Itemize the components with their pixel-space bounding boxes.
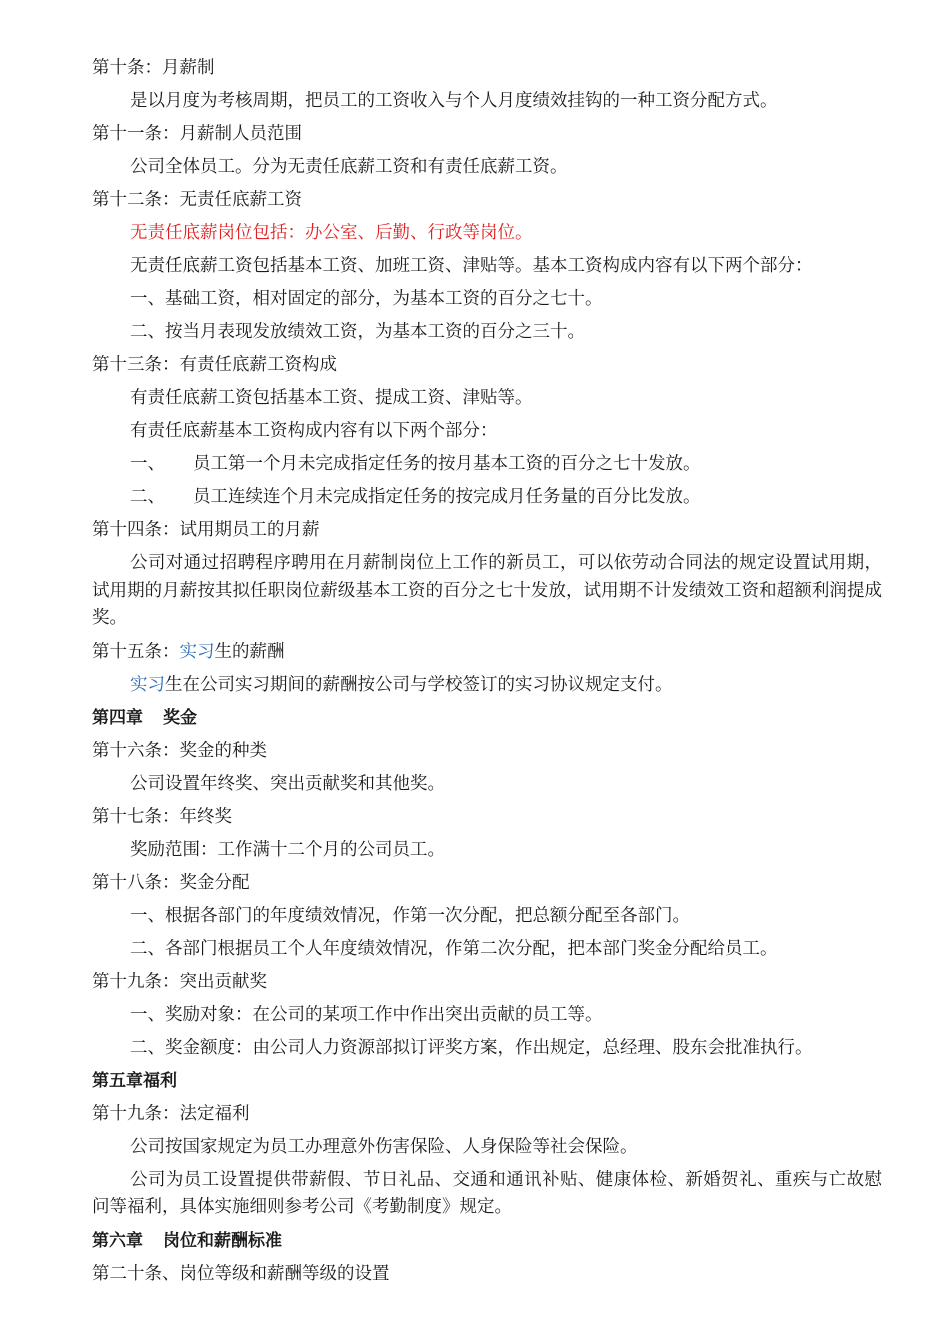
article-18-item-1: 一、根据各部门的年度绩效情况，作第一次分配，把总额分配至各部门。 bbox=[130, 905, 690, 926]
article-19-item-1: 一、奖励对象：在公司的某项工作中作出突出贡献的员工等。 bbox=[130, 1004, 603, 1025]
article-11-body: 公司全体员工。分为无责任底薪工资和有责任底薪工资。 bbox=[130, 157, 568, 177]
internship-link[interactable]: 实习 bbox=[130, 674, 165, 695]
chapter-number: 第四章 bbox=[92, 707, 143, 728]
chapter-4-heading bbox=[92, 702, 882, 735]
article-19-item-2: 二、奖金额度：由公司人力资源部拟订评奖方案，作出规定，总经理、股东会批准执行。 bbox=[130, 1037, 813, 1058]
chapter-6-heading bbox=[92, 1225, 882, 1258]
document-page bbox=[92, 52, 882, 1291]
item-number: 二、 bbox=[130, 487, 165, 507]
article-10-title: 第十条：月薪制 bbox=[92, 58, 215, 78]
article-10-body: 是以月度为考核周期，把员工的工资收入与个人月度绩效挂钩的一种工资分配方式。 bbox=[130, 91, 778, 111]
chapter-name: 岗位和薪酬标准 bbox=[163, 1230, 282, 1251]
article-15-title-suffix: 生的薪酬 bbox=[214, 641, 285, 662]
article-12-highlight: 无责任底薪岗位包括：办公室、后勤、行政等岗位。 bbox=[130, 223, 533, 243]
article-16-body: 公司设置年终奖、突出贡献奖和其他奖。 bbox=[130, 773, 445, 794]
item-text: 员工连续连个月未完成指定任务的按完成月任务量的百分比发放。 bbox=[193, 487, 701, 507]
article-19-title: 第十九条：突出贡献奖 bbox=[92, 971, 267, 992]
internship-link[interactable]: 实习 bbox=[179, 641, 215, 662]
chapter-number: 第六章 bbox=[92, 1230, 143, 1251]
article-15-title-prefix: 第十五条： bbox=[92, 641, 180, 662]
article-17-title: 第十七条：年终奖 bbox=[92, 806, 232, 827]
article-13-title: 第十三条：有责任底薪工资构成 bbox=[92, 355, 337, 375]
article-20-title: 第二十条、岗位等级和薪酬等级的设置 bbox=[92, 1263, 390, 1284]
article-18-item-2: 二、各部门根据员工个人年度绩效情况，作第二次分配，把本部门奖金分配给员工。 bbox=[130, 938, 778, 959]
article-18-title: 第十八条：奖金分配 bbox=[92, 872, 250, 893]
article-19b-body-1: 公司按国家规定为员工办理意外伤害保险、人身保险等社会保险。 bbox=[130, 1136, 638, 1157]
chapter-5-heading: 第五章福利 bbox=[92, 1070, 177, 1091]
article-13-body-1: 有责任底薪工资包括基本工资、提成工资、津贴等。 bbox=[130, 388, 533, 408]
article-12-item-1: 一、基础工资，相对固定的部分，为基本工资的百分之七十。 bbox=[130, 289, 603, 309]
article-12-title: 第十二条：无责任底薪工资 bbox=[92, 190, 302, 210]
article-12-body: 无责任底薪工资包括基本工资、加班工资、津贴等。基本工资构成内容有以下两个部分： bbox=[130, 256, 813, 276]
article-16-title: 第十六条：奖金的种类 bbox=[92, 740, 267, 761]
item-number: 一、 bbox=[130, 454, 165, 474]
article-13-item-2 bbox=[92, 481, 882, 514]
article-15-body-text: 生在公司实习期间的薪酬按公司与学校签订的实习协议规定支付。 bbox=[165, 674, 673, 695]
article-15-body bbox=[92, 669, 882, 702]
article-15-title bbox=[92, 636, 882, 669]
article-19b-body-2: 公司为员工设置提供带薪假、节日礼品、交通和通讯补贴、健康体检、新婚贺礼、重疾与亡故慰问等福利，具体实施细则参考公司《考勤制度》规定。 bbox=[92, 1169, 882, 1217]
article-19b-title: 第十九条：法定福利 bbox=[92, 1103, 250, 1124]
chapter-name: 奖金 bbox=[163, 707, 197, 728]
article-14-title: 第十四条：试用期员工的月薪 bbox=[92, 520, 320, 540]
item-text: 员工第一个月未完成指定任务的按月基本工资的百分之七十发放。 bbox=[193, 454, 701, 474]
article-13-body-2: 有责任底薪基本工资构成内容有以下两个部分： bbox=[130, 421, 498, 441]
article-13-item-1 bbox=[92, 448, 882, 481]
article-14-body: 公司对通过招聘程序聘用在月薪制岗位上工作的新员工，可以依劳动合同法的规定设置试用期，试用期的月薪按其拟任职岗位薪级基本工资的百分之七十发放，试用期不计发绩效工资和超额利润提成奖。 bbox=[92, 553, 882, 628]
article-17-body: 奖励范围：工作满十二个月的公司员工。 bbox=[130, 839, 445, 860]
article-12-item-2: 二、按当月表现发放绩效工资，为基本工资的百分之三十。 bbox=[130, 322, 585, 342]
article-11-title: 第十一条：月薪制人员范围 bbox=[92, 124, 302, 144]
